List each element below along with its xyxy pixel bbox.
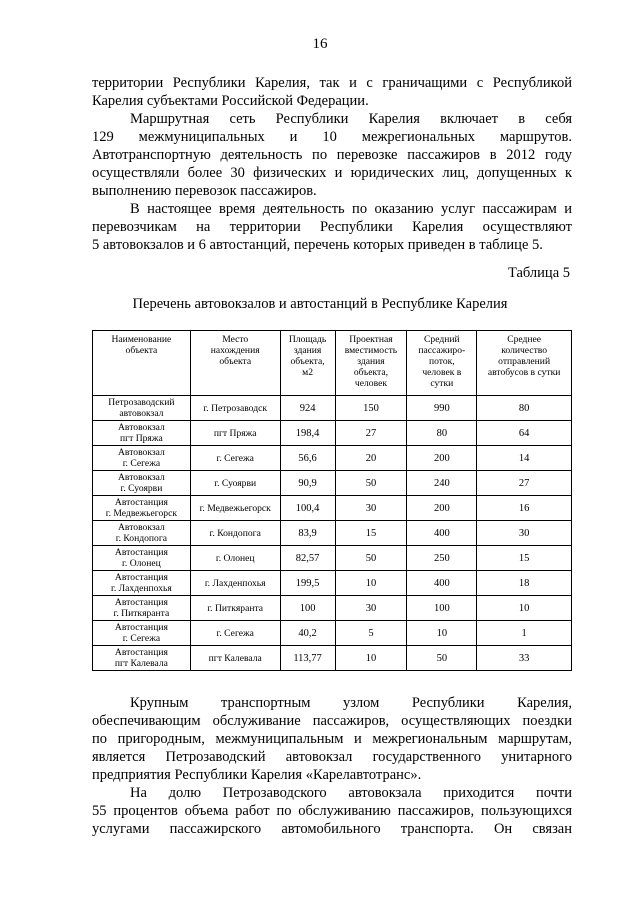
text-line: 55 процентов объема работ по обслуживанию пассажиров, пользующихся [92,803,572,819]
capacity-cell: 10 [335,571,407,596]
column-header [190,331,280,396]
departures-cell: 1 [477,621,572,646]
table-row [93,546,572,571]
flow-cell: 200 [407,446,477,471]
departures-cell: 16 [477,496,572,521]
header-line: автобусов в сутки [487,367,561,378]
header-line: м2 [302,367,313,378]
header-line: Наименование [111,334,172,345]
location-cell: г. Сегежа [190,446,280,471]
object-name-line: Автовокзал [117,422,165,433]
header-line: пассажиро- [418,345,466,356]
text-line: 129 межмуниципальных и 10 межрегиональных маршрутов. [92,129,572,145]
table-row [93,396,572,421]
location-cell: г. Петрозаводск [190,396,280,421]
location-cell: г. Сегежа [190,621,280,646]
location-cell: г. Лахденпохья [190,571,280,596]
stations-paragraph [92,200,572,254]
departures-cell: 80 [477,396,572,421]
header-line: человек [354,378,387,389]
flow-cell: 100 [407,596,477,621]
header-line: количество [501,345,548,356]
column-header [93,331,191,396]
table-row [93,496,572,521]
flow-cell: 240 [407,471,477,496]
header-line: объекта, [290,356,325,367]
table-row [93,421,572,446]
text-line: Карелия субъектами Российской Федерации. [92,93,369,109]
area-cell: 199,5 [280,571,335,596]
object-name-line: Автостанция [114,547,168,558]
object-name-cell [93,571,191,596]
header-line: вместимость [344,345,398,356]
text-line: На долю Петрозаводского автовокзала приходится почти [130,785,572,801]
flow-cell: 400 [407,521,477,546]
object-name-line: Автовокзал [117,447,165,458]
object-name-line: г. Медвежьегорск [105,508,178,519]
capacity-cell: 20 [335,446,407,471]
header-line: сутки [430,378,454,389]
object-name-line: г. Суоярви [120,483,163,494]
object-name-cell [93,421,191,446]
text-line: Маршрутная сеть Республики Карелия включает в себя [130,111,572,127]
location-cell: г. Кондопога [190,521,280,546]
header-line: здания [357,356,385,367]
departures-cell: 15 [477,546,572,571]
text-line: выполнению перевозок пассажиров. [92,183,317,199]
location-cell: г. Суоярви [190,471,280,496]
text-line: услугами пассажирского автомобильного транспорта. Он связан [92,821,572,837]
header-line: Среднее [507,334,542,345]
table-row [93,571,572,596]
text-line: обеспечивающим обслуживание пассажиров, осуществляющих поездки [92,713,572,729]
object-name-line: пгт Калевала [114,658,168,669]
table-title: Перечень автовокзалов и автостанций в Республике Карелия [132,296,508,312]
object-name-cell [93,446,191,471]
network-paragraph [92,110,572,200]
location-cell: пгт Пряжа [190,421,280,446]
header-line: отправлений [498,356,551,367]
flow-cell: 250 [407,546,477,571]
text-line: является Петрозаводский автовокзал государственного унитарного [92,749,572,765]
header-line: объекта [219,356,252,367]
location-cell: пгт Калевала [190,646,280,671]
column-header [477,331,572,396]
area-cell: 90,9 [280,471,335,496]
object-name-line: г. Сегежа [122,458,161,469]
hub-paragraph [92,694,572,784]
header-line: нахождения [210,345,260,356]
area-cell: 113,77 [280,646,335,671]
text-line: Автотранспортную деятельность по перевозке пассажиров в 2012 году [92,147,572,163]
object-name-cell [93,646,191,671]
departures-cell: 30 [477,521,572,546]
text-line: перевозчикам на территории Республики Карелия осуществляют [92,219,572,235]
departures-cell: 27 [477,471,572,496]
departures-cell: 33 [477,646,572,671]
capacity-cell: 50 [335,546,407,571]
column-header [335,331,407,396]
header-line: человек в [422,367,462,378]
flow-cell: 10 [407,621,477,646]
area-cell: 100,4 [280,496,335,521]
table-row [93,471,572,496]
flow-cell: 990 [407,396,477,421]
object-name-line: Автовокзал [117,472,165,483]
area-cell: 198,4 [280,421,335,446]
header-line: Проектная [349,334,393,345]
capacity-cell: 5 [335,621,407,646]
table-header-row [93,331,572,396]
text-line: по пригородным, межмуниципальным и межрегиональным маршрутам, [92,731,572,747]
object-name-line: автовокзал [119,408,164,419]
stations-table [92,330,572,671]
flow-cell: 80 [407,421,477,446]
area-cell: 83,9 [280,521,335,546]
area-cell: 40,2 [280,621,335,646]
object-name-cell [93,396,191,421]
intro-paragraph [92,74,572,110]
share-paragraph [92,784,572,838]
object-name-line: г. Лахденпохья [111,583,172,594]
header-line: объекта [125,345,158,356]
object-name-cell [93,471,191,496]
object-name-cell [93,521,191,546]
object-name-cell [93,621,191,646]
table-row [93,521,572,546]
capacity-cell: 150 [335,396,407,421]
location-cell: г. Питкяранта [190,596,280,621]
location-cell: г. Олонец [190,546,280,571]
text-line: осуществляли более 30 физических и юридических лиц, допущенных к [92,165,572,181]
area-cell: 82,57 [280,546,335,571]
object-name-line: г. Кондопога [115,533,168,544]
header-line: Место [222,334,249,345]
object-name-line: Автостанция [114,572,168,583]
area-cell: 924 [280,396,335,421]
object-name-line: Автовокзал [117,522,165,533]
text-line: В настоящее время деятельность по оказанию услуг пассажирам и [130,201,572,217]
object-name-line: г. Олонец [122,558,161,569]
object-name-line: Петрозаводский [108,397,175,408]
location-cell: г. Медвежьегорск [190,496,280,521]
page-number: 16 [312,36,328,52]
object-name-line: г. Сегежа [122,633,161,644]
flow-cell: 400 [407,571,477,596]
header-line: Средний [424,334,460,345]
header-line: объекта, [353,367,389,378]
flow-cell: 200 [407,496,477,521]
table-row [93,646,572,671]
text-line: территории Республики Карелия, так и с граничащими с Республикой [92,75,572,91]
flow-cell: 50 [407,646,477,671]
column-header [280,331,335,396]
column-header [407,331,477,396]
table-row [93,446,572,471]
departures-cell: 18 [477,571,572,596]
text-line: 5 автовокзалов и 6 автостанций, перечень которых приведен в таблице 5. [92,237,543,253]
object-name-cell [93,546,191,571]
capacity-cell: 27 [335,421,407,446]
departures-cell: 10 [477,596,572,621]
capacity-cell: 15 [335,521,407,546]
capacity-cell: 30 [335,596,407,621]
object-name-line: Автостанция [114,647,168,658]
departures-cell: 64 [477,421,572,446]
object-name-line: пгт Пряжа [120,433,163,444]
table-row [93,621,572,646]
capacity-cell: 10 [335,646,407,671]
text-line: предприятия Республики Карелия «Карелавтотранс». [92,767,422,783]
capacity-cell: 30 [335,496,407,521]
header-line: здания [293,345,322,356]
departures-cell: 14 [477,446,572,471]
object-name-line: г. Питкяранта [113,608,170,619]
object-name-cell [93,496,191,521]
table-caption: Таблица 5 [507,265,570,281]
text-line: Крупным транспортным узлом Республики Карелия, [130,695,572,711]
header-line: поток, [428,356,455,367]
header-line: Площадь [288,334,327,345]
area-cell: 56,6 [280,446,335,471]
object-name-line: Автостанция [114,597,168,608]
object-name-line: Автостанция [114,622,168,633]
capacity-cell: 50 [335,471,407,496]
area-cell: 100 [280,596,335,621]
object-name-cell [93,596,191,621]
table-row [93,596,572,621]
object-name-line: Автостанция [114,497,168,508]
